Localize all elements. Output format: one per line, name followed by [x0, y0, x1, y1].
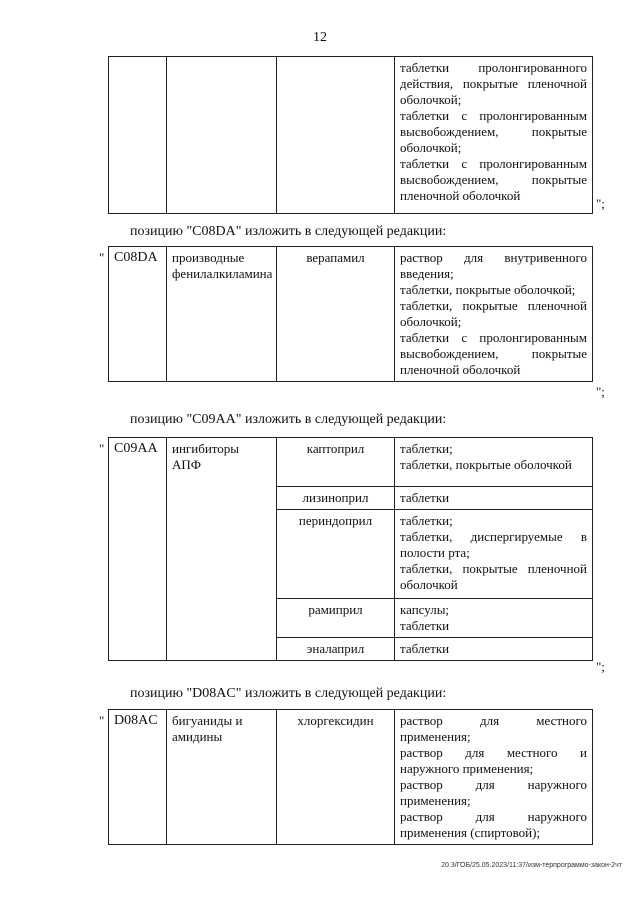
dosage-forms-cell	[395, 487, 593, 510]
closing-quote: ";	[596, 659, 605, 674]
group-cell	[167, 57, 277, 214]
group-name: ингибиторы АПФ	[167, 438, 277, 661]
group-name: производные фенилалкиламина	[167, 247, 277, 382]
dosage-form: таблетки с пролонгированным высвобождением, покрытые пленочной оболочкой	[400, 156, 587, 203]
table-row	[109, 438, 593, 487]
dosage-form: таблетки, покрытые оболочкой	[400, 457, 572, 472]
amendment-intro-d08ac: позицию "D08AC" изложить в следующей редакции:	[130, 686, 447, 701]
dosage-form: таблетки, диспергируемые в полости рта;	[400, 529, 587, 560]
group-name: бигуаниды и амидины	[167, 710, 277, 845]
drug-name: рамиприл	[277, 599, 395, 638]
drug-name: периндоприл	[277, 510, 395, 599]
dosage-forms-cell	[395, 710, 593, 845]
dosage-form: раствор для внутривенного введения;	[400, 250, 587, 281]
atc-code: D08AC	[109, 710, 167, 845]
drug-name: лизиноприл	[277, 487, 395, 510]
dosage-forms-cell	[395, 638, 593, 661]
dosage-form: таблетки	[400, 618, 450, 633]
amendment-intro-c08da: позицию "C08DA" изложить в следующей редакции:	[130, 224, 447, 239]
code-cell	[109, 57, 167, 214]
opening-quote: "	[99, 250, 105, 265]
dosage-form: раствор для наружного применения (спиртовой);	[400, 809, 587, 840]
dosage-form: таблетки с пролонгированным высвобождением, покрытые оболочкой;	[400, 108, 587, 155]
table-row	[109, 57, 593, 214]
drug-name: верапамил	[277, 247, 395, 382]
dosage-forms-cell	[395, 247, 593, 382]
footer-reference: 20.3/ГОБ/25.05.2023/11:37/изм-терпрограммо-закон-2чт	[441, 862, 622, 869]
table-row	[109, 710, 593, 845]
dosage-form: таблетки	[400, 490, 450, 505]
table-continuation	[108, 56, 593, 214]
dosage-form: капсулы;	[400, 602, 450, 617]
closing-quote: ";	[596, 196, 605, 211]
dosage-form: таблетки, покрытые пленочной оболочкой	[400, 561, 587, 592]
dosage-form: таблетки, покрытые оболочкой;	[400, 282, 576, 297]
drug-name: эналаприл	[277, 638, 395, 661]
table-c09aa	[108, 437, 593, 661]
atc-code: C09AA	[109, 438, 167, 661]
dosage-forms-cell	[395, 510, 593, 599]
page-number: 12	[313, 30, 327, 45]
table-d08ac	[108, 709, 593, 845]
opening-quote: "	[99, 441, 105, 456]
dosage-form: раствор для местного применения;	[400, 713, 587, 744]
dosage-form: таблетки с пролонгированным высвобождением, покрытые пленочной оболочкой	[400, 330, 587, 377]
drug-name: каптоприл	[277, 438, 395, 487]
amendment-intro-c09aa: позицию "C09AA" изложить в следующей редакции:	[130, 412, 447, 427]
dosage-forms-cell	[395, 599, 593, 638]
drug-name: хлоргексидин	[277, 710, 395, 845]
dosage-form: таблетки	[400, 641, 450, 656]
table-row	[109, 247, 593, 382]
opening-quote: "	[99, 713, 105, 728]
dosage-forms-cell	[395, 57, 593, 214]
dosage-forms-cell	[395, 438, 593, 487]
drug-cell	[277, 57, 395, 214]
closing-quote: ";	[596, 384, 605, 399]
table-c08da	[108, 246, 593, 382]
dosage-form: таблетки;	[400, 441, 453, 456]
atc-code: C08DA	[109, 247, 167, 382]
dosage-form: таблетки, покрытые пленочной оболочкой;	[400, 298, 587, 329]
dosage-form: таблетки пролонгированного действия, покрытые пленочной оболочкой;	[400, 60, 587, 107]
dosage-form: раствор для местного и наружного применения;	[400, 745, 587, 776]
dosage-form: раствор для наружного применения;	[400, 777, 587, 808]
dosage-form: таблетки;	[400, 513, 453, 528]
